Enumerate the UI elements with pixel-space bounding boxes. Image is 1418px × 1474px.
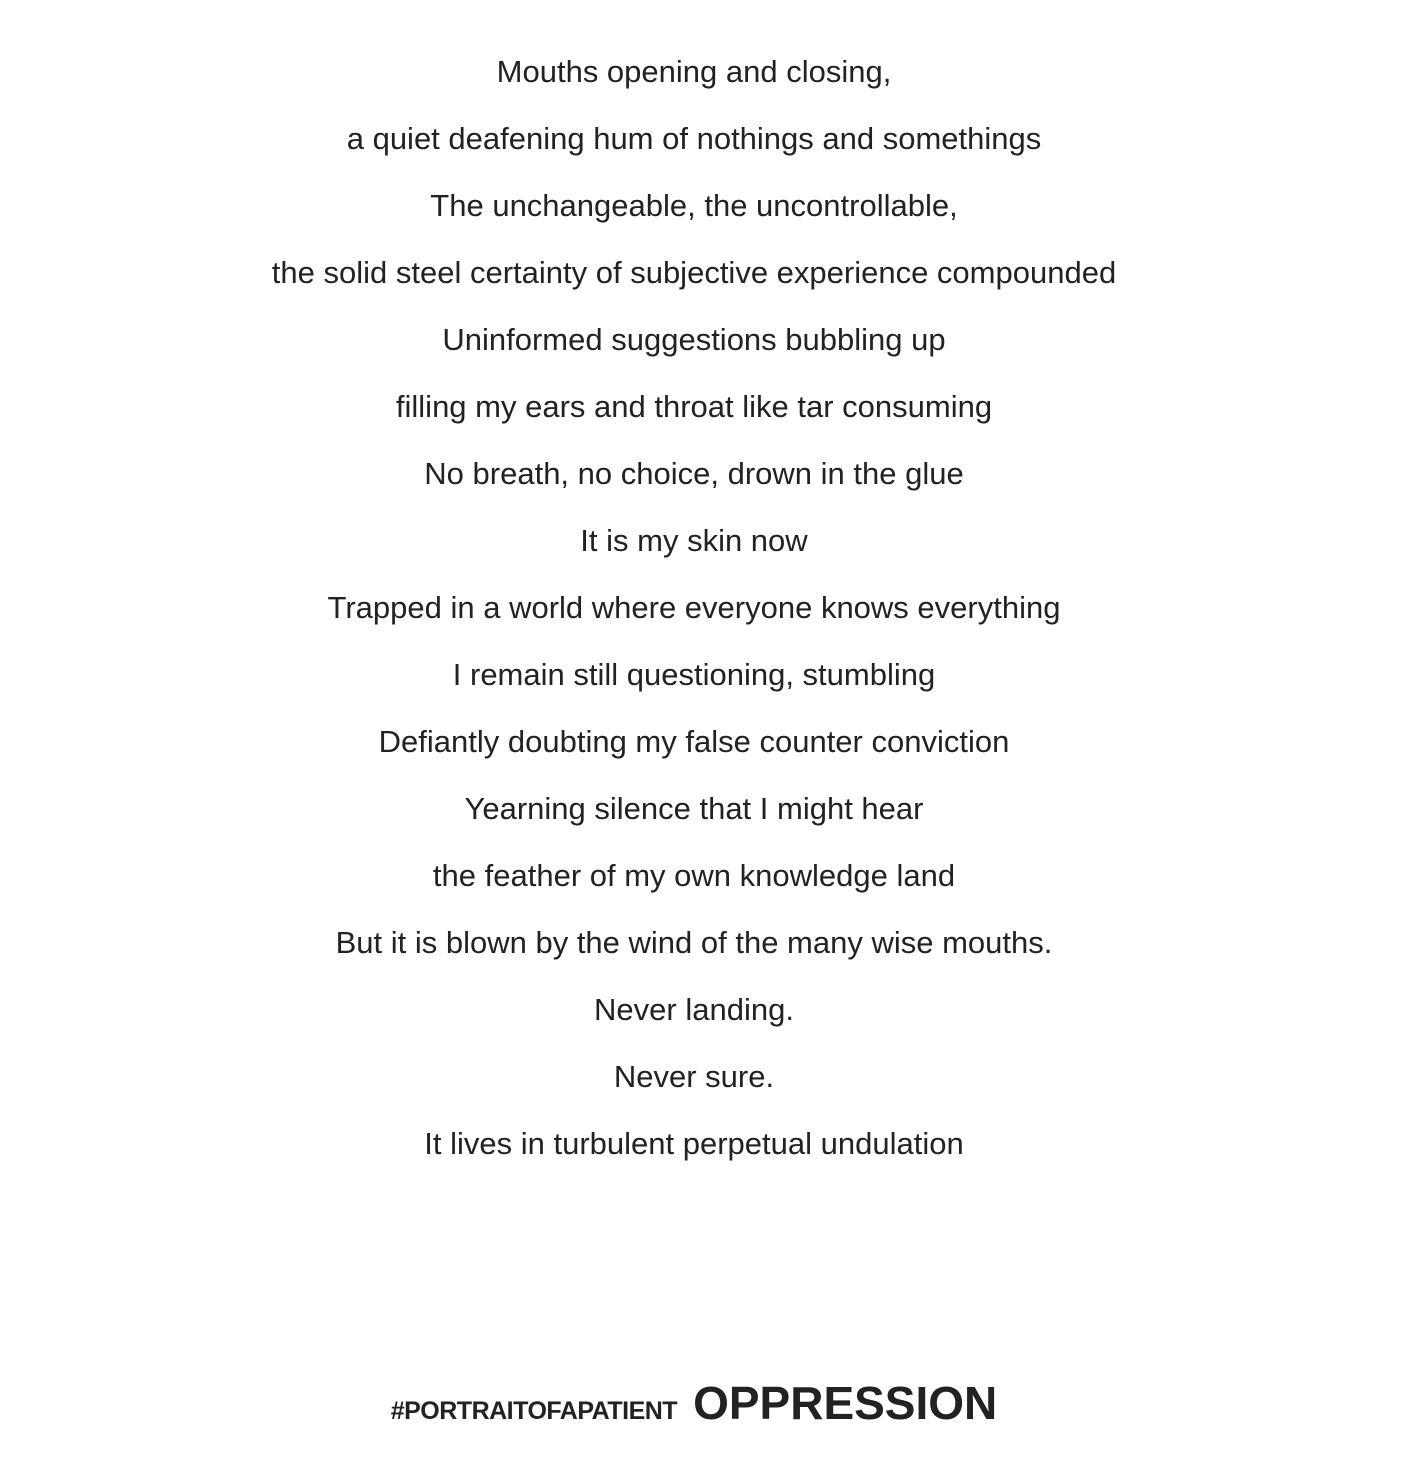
poem-title: OPPRESSION <box>693 1377 998 1429</box>
poem-line: I remain still questioning, stumbling <box>452 657 936 692</box>
poem-line: Never landing. <box>594 992 794 1027</box>
hashtag: #PORTRAITOFAPATIENT <box>390 1397 678 1425</box>
poem-line: It lives in turbulent perpetual undulation <box>424 1126 964 1161</box>
poem-line: Trapped in a world where everyone knows everything <box>327 590 1061 625</box>
poem-line: the solid steel certainty of subjective experience compounded <box>271 255 1117 290</box>
poem-line: Uninformed suggestions bubbling up <box>442 322 946 357</box>
poem-line: Never sure. <box>613 1059 775 1094</box>
poem-line: It is my skin now <box>580 523 808 558</box>
poem-line: The unchangeable, the uncontrollable, <box>430 188 958 223</box>
poem-line: But it is blown by the wind of the many wise mouths. <box>335 925 1053 960</box>
footer <box>0 1376 1388 1440</box>
poem-line: a quiet deafening hum of nothings and somethings <box>346 121 1042 156</box>
poem-line: No breath, no choice, drown in the glue <box>424 456 964 491</box>
poem-line: filling my ears and throat like tar consuming <box>395 389 993 424</box>
poem <box>0 38 1388 1177</box>
poem-line: the feather of my own knowledge land <box>432 858 956 893</box>
poem-line: Defiantly doubting my false counter conviction <box>378 724 1010 759</box>
poem-line: Yearning silence that I might hear <box>464 791 924 826</box>
poem-line: Mouths opening and closing, <box>496 54 892 89</box>
